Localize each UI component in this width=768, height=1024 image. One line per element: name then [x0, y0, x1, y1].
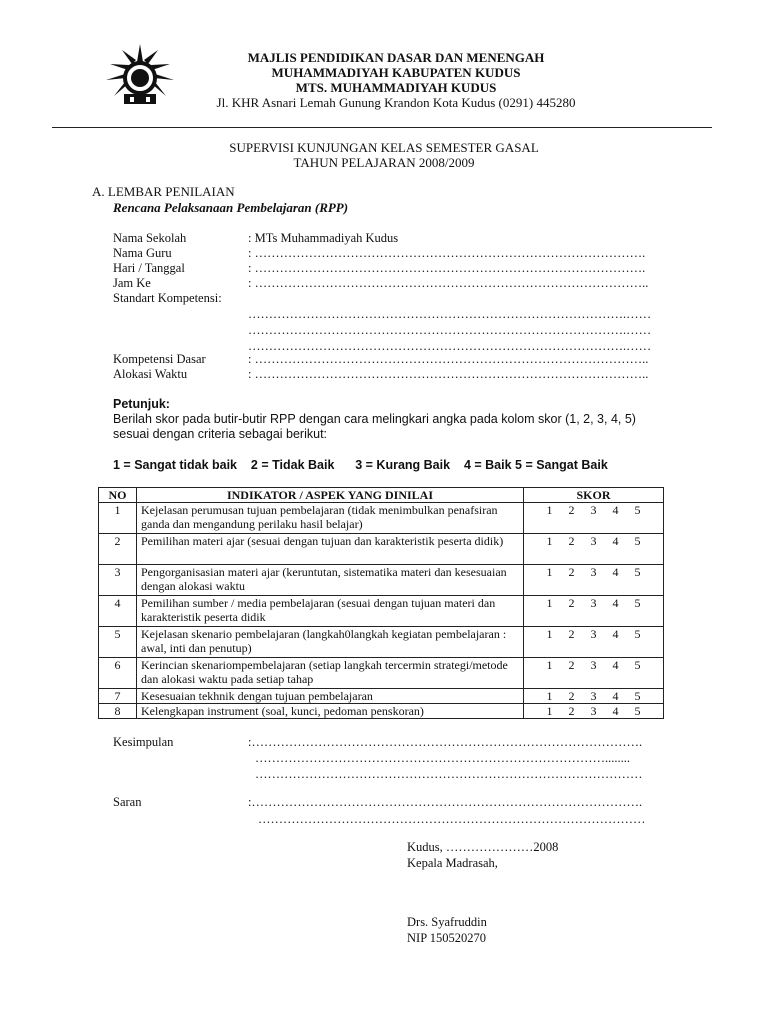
- teacher-field[interactable]: : ………………………………………………………………………………….: [248, 246, 646, 260]
- conclusion-label: Kesimpulan: [113, 735, 174, 749]
- row-score-options: [524, 704, 664, 719]
- doc-title-line-1: SUPERVISI KUNJUNGAN KELAS SEMESTER GASAL: [229, 140, 539, 155]
- org-line-1: MAJLIS PENDIDIKAN DASAR DAN MENENGAH: [247, 50, 545, 65]
- conclusion-field-1[interactable]: :………………………………………………………………………………….: [248, 735, 643, 749]
- row-number: 3: [99, 565, 137, 596]
- score-option[interactable]: 3: [590, 565, 597, 579]
- row-number: 4: [99, 596, 137, 627]
- row-score-options: [524, 565, 664, 596]
- score-option[interactable]: 1: [546, 689, 553, 703]
- score-option[interactable]: 2: [568, 503, 575, 517]
- suggestion-field-1[interactable]: :………………………………………………………………………………….: [248, 795, 643, 809]
- row-indicator: Kelengkapan instrument (soal, kunci, pedoman penskoran): [137, 704, 524, 719]
- row-number: 2: [99, 534, 137, 565]
- row-number: 8: [99, 704, 137, 719]
- signature-nip: NIP 150520270: [407, 931, 487, 945]
- row-score-options: [524, 658, 664, 689]
- score-option[interactable]: 1: [546, 596, 553, 610]
- suggestion-label: Saran: [113, 795, 142, 809]
- score-option[interactable]: 2: [568, 627, 575, 641]
- suggestion-field-2[interactable]: …………………………………………………………………………………: [258, 812, 646, 826]
- row-indicator: Kejelasan skenario pembelajaran (langkah0langkah kegiatan pembelajaran : awal, inti dan penutup): [137, 627, 524, 658]
- score-option[interactable]: 3: [590, 704, 597, 718]
- table-row: [99, 658, 664, 689]
- score-option[interactable]: 5: [634, 704, 641, 718]
- score-option[interactable]: 3: [590, 503, 597, 517]
- score-option[interactable]: 4: [612, 689, 619, 703]
- score-option[interactable]: 1: [546, 503, 553, 517]
- instructions-heading: Petunjuk:: [113, 397, 170, 411]
- row-indicator: Pemilihan sumber / media pembelajaran (sesuai dengan tujuan materi dan karakteristik peserta didik: [137, 596, 524, 627]
- signature-role: Kepala Madrasah,: [407, 856, 498, 870]
- row-score-options: [524, 689, 664, 704]
- score-option[interactable]: 5: [634, 658, 641, 672]
- instructions-line-2: sesuai dengan criteria sebagai berikut:: [113, 427, 328, 441]
- conclusion-field-3[interactable]: …………………………………………………………………………………: [255, 767, 643, 781]
- score-option[interactable]: 4: [612, 596, 619, 610]
- header-rule: [52, 127, 712, 128]
- doc-title-line-2: TAHUN PELAJARAN 2008/2009: [293, 155, 475, 170]
- score-option[interactable]: 2: [568, 534, 575, 548]
- col-indicator-header: INDIKATOR / ASPEK YANG DINILAI: [137, 488, 524, 503]
- score-scale: 1 = Sangat tidak baik 2 = Tidak Baik 3 = Kurang Baik 4 = Baik 5 = Sangat Baik: [113, 458, 608, 472]
- score-option[interactable]: 5: [634, 534, 641, 548]
- teacher-label: Nama Guru: [113, 246, 172, 260]
- score-option[interactable]: 4: [612, 565, 619, 579]
- row-score-options: [524, 627, 664, 658]
- day-label: Hari / Tanggal: [113, 261, 185, 275]
- score-option[interactable]: 1: [546, 534, 553, 548]
- row-indicator: Pengorganisasian materi ajar (keruntutan, sistematika materi dan kesesuaian dengan alokasi waktu: [137, 565, 524, 596]
- col-no-header: NO: [99, 488, 137, 503]
- row-number: 7: [99, 689, 137, 704]
- table-row: [99, 627, 664, 658]
- row-number: 5: [99, 627, 137, 658]
- score-option[interactable]: 2: [568, 658, 575, 672]
- basic-comp-field[interactable]: : …………………………………………………………………………………..: [248, 352, 649, 366]
- row-indicator: Kesesuaian tekhnik dengan tujuan pembelajaran: [137, 689, 524, 704]
- score-option[interactable]: 1: [546, 658, 553, 672]
- score-option[interactable]: 3: [590, 658, 597, 672]
- score-option[interactable]: 4: [612, 627, 619, 641]
- score-option[interactable]: 5: [634, 503, 641, 517]
- section-heading: A. LEMBAR PENILAIAN: [92, 184, 235, 199]
- section-subheading: Rencana Pelaksanaan Pembelajaran (RPP): [113, 200, 349, 215]
- table-row: [99, 596, 664, 627]
- row-score-options: [524, 503, 664, 534]
- score-option[interactable]: 5: [634, 596, 641, 610]
- hour-label: Jam Ke: [113, 276, 151, 290]
- standard-field-1[interactable]: ……………………………………………………………………………….……: [248, 307, 652, 321]
- table-row: [99, 704, 664, 719]
- signature-place-date: Kudus, …………………2008: [407, 840, 559, 854]
- day-field[interactable]: : ………………………………………………………………………………….: [248, 261, 646, 275]
- basic-comp-label: Kompetensi Dasar: [113, 352, 206, 366]
- row-score-options: [524, 534, 664, 565]
- time-alloc-field[interactable]: : …………………………………………………………………………………..: [248, 367, 649, 381]
- school-value: : MTs Muhammadiyah Kudus: [248, 231, 399, 245]
- table-row: [99, 565, 664, 596]
- table-row: [99, 534, 664, 565]
- hour-field[interactable]: : …………………………………………………………………………………..: [248, 276, 649, 290]
- table-row: [99, 503, 664, 534]
- score-option[interactable]: 4: [612, 534, 619, 548]
- org-line-3: MTS. MUHAMMADIYAH KUDUS: [295, 80, 497, 95]
- score-option[interactable]: 2: [568, 704, 575, 718]
- row-number: 6: [99, 658, 137, 689]
- org-line-2: MUHAMMADIYAH KABUPATEN KUDUS: [271, 65, 521, 80]
- instructions-line-1: Berilah skor pada butir-butir RPP dengan cara melingkari angka pada kolom skor (1, 2, 3, 4, 5): [113, 412, 636, 426]
- score-option[interactable]: 1: [546, 627, 553, 641]
- score-option[interactable]: 1: [546, 565, 553, 579]
- score-option[interactable]: 4: [612, 658, 619, 672]
- standard-label: Standart Kompetensi:: [113, 291, 222, 305]
- row-indicator: Kerincian skenariompembelajaran (setiap langkah tercermin strategi/metode dan alokasi waktu pada setiap tahap: [137, 658, 524, 689]
- score-option[interactable]: 3: [590, 627, 597, 641]
- score-option[interactable]: 3: [590, 534, 597, 548]
- assessment-table: [98, 487, 664, 719]
- standard-field-3[interactable]: ……………………………………………………………………………….……: [248, 339, 652, 353]
- score-option[interactable]: 5: [634, 689, 641, 703]
- score-option[interactable]: 2: [568, 689, 575, 703]
- signature-name: Drs. Syafruddin: [407, 915, 487, 929]
- conclusion-field-2[interactable]: …………………………………………………………………………........: [255, 751, 630, 765]
- score-option[interactable]: 2: [568, 596, 575, 610]
- score-option[interactable]: 2: [568, 565, 575, 579]
- col-score-header: SKOR: [524, 488, 664, 503]
- score-option[interactable]: 4: [612, 503, 619, 517]
- score-option[interactable]: 5: [634, 627, 641, 641]
- score-option[interactable]: 3: [590, 689, 597, 703]
- time-alloc-label: Alokasi Waktu: [113, 367, 188, 381]
- row-indicator: Pemilihan materi ajar (sesuai dengan tujuan dan karakteristik peserta didik): [137, 534, 524, 565]
- standard-field-2[interactable]: ……………………………………………………………………………….……: [248, 323, 652, 337]
- row-indicator: Kejelasan perumusan tujuan pembelajaran (tidak menimbulkan penafsiran ganda dan mengandung perilaku hasil belajar): [137, 503, 524, 534]
- score-option[interactable]: 4: [612, 704, 619, 718]
- table-row: [99, 689, 664, 704]
- score-option[interactable]: 1: [546, 704, 553, 718]
- school-label: Nama Sekolah: [113, 231, 187, 245]
- row-score-options: [524, 596, 664, 627]
- score-option[interactable]: 5: [634, 565, 641, 579]
- score-option[interactable]: 3: [590, 596, 597, 610]
- org-address: Jl. KHR Asnari Lemah Gunung Krandon Kota Kudus (0291) 445280: [216, 95, 576, 110]
- row-number: 1: [99, 503, 137, 534]
